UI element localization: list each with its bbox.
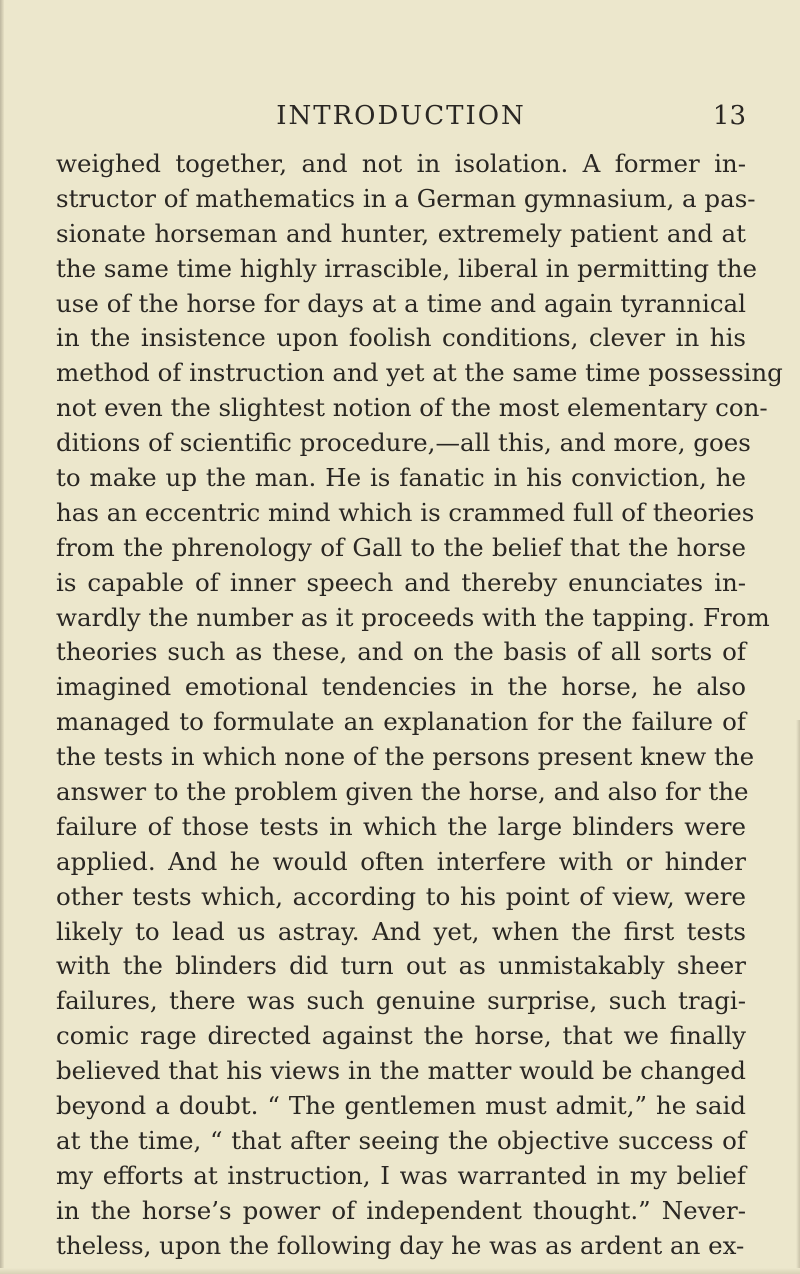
text-line: in the insistence upon foolish conditions, clever in his [56,323,746,353]
page-right-edge [796,720,800,1274]
text-line: sionate horseman and hunter, extremely patient and at [56,218,746,248]
text-line: answer to the problem given the horse, and also for the [56,777,749,807]
text-line: in the horse’s power of independent thought.” Never- [56,1195,746,1225]
page-left-edge [0,0,4,1274]
text-line: at the time, “ that after seeing the objective success of [56,1125,746,1155]
text-line: likely to lead us astray. And yet, when the first tests [56,916,746,946]
text-line: my efforts at instruction, I was warranted in my belief [56,1160,746,1190]
text-line: applied. And he would often interfere with or hinder [56,846,746,876]
text-line: failure of those tests in which the large blinders were [56,811,746,841]
page-bottom-edge [0,1268,800,1274]
running-head [56,96,746,136]
text-line: comic rage directed against the horse, that we finally [56,1021,746,1051]
text-line: with the blinders did turn out as unmistakably sheer [56,951,746,981]
text-line: other tests which, according to his point of view, were [56,881,746,911]
text-line: use of the horse for days at a time and again tyrannical [56,288,746,318]
text-line: method of instruction and yet at the same time possessing [56,358,783,388]
text-line: to make up the man. He is fanatic in his conviction, he [56,463,746,493]
text-line: theless, upon the following day he was as ardent an ex- [56,1230,745,1260]
text-line: not even the slightest notion of the most elementary con- [56,393,768,423]
text-line: imagined emotional tendencies in the horse, he also [56,672,746,702]
text-line: beyond a doubt. “ The gentlemen must admit,” he said [56,1091,746,1121]
text-line: failures, there was such genuine surprise, such tragi- [56,986,746,1016]
text-line: weighed together, and not in isolation. A former in- [56,149,746,178]
text-line: ditions of scientific procedure,—all this, and more, goes [56,428,751,458]
text-line: managed to formulate an explanation for the failure of [56,707,746,737]
text-line: has an eccentric mind which is crammed full of theories [56,497,755,527]
text-line: from the phrenology of Gall to the belief that the horse [56,532,746,562]
text-line: structor of mathematics in a German gymnasium, a pas- [56,183,756,213]
text-line: wardly the number as it proceeds with the tapping. From [56,602,770,632]
chapter-title: INTRODUCTION [276,101,526,131]
text-line: theories such as these, and on the basis of all sorts of [56,637,746,667]
text-line: is capable of inner speech and thereby enunciates in- [56,567,746,597]
body-paragraph [56,147,783,1264]
text-line: the tests in which none of the persons present knew the [56,742,755,772]
text-line: the same time highly irrascible, liberal in permitting the [56,253,758,283]
page-number: 13 [712,101,746,131]
text-line: believed that his views in the matter would be changed [56,1056,746,1086]
